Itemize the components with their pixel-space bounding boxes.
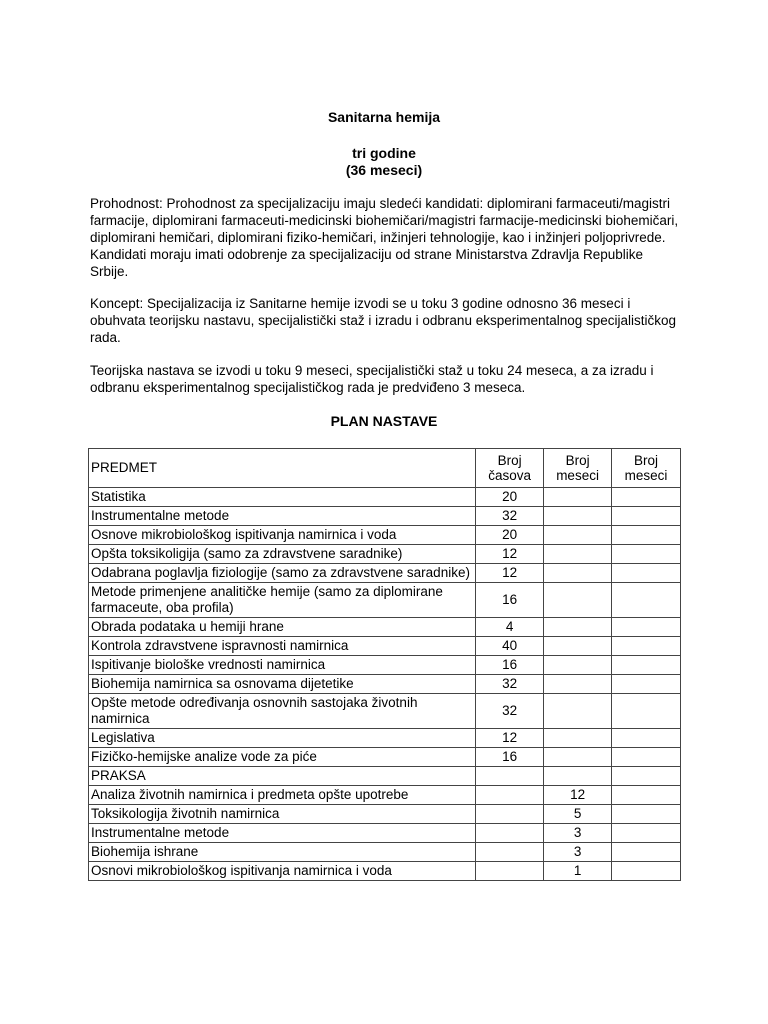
cell-broj-meseci bbox=[544, 767, 612, 786]
cell-subject: Biohemija namirnica sa osnovama dijetetike bbox=[89, 675, 476, 694]
table-row bbox=[89, 786, 681, 805]
cell-subject: Biohemija ishrane bbox=[89, 843, 476, 862]
header-line: meseci bbox=[556, 468, 599, 483]
table-row bbox=[89, 564, 681, 583]
teorijska-text: Teorijska nastava se izvodi u toku 9 meseci, specijalistički staž u toku 24 meseca, a za izradu i odbranu eksperimentalnog specijalističkog rada je predviđeno 3 meseca. bbox=[90, 363, 654, 395]
cell-broj-casova: 20 bbox=[476, 526, 544, 545]
header-line: Broj bbox=[565, 453, 590, 468]
cell-broj-meseci-2 bbox=[612, 729, 681, 748]
cell-broj-casova bbox=[476, 862, 544, 881]
prohodnost-paragraph bbox=[90, 195, 680, 280]
table-row bbox=[89, 583, 681, 618]
cell-subject: Toksikologija životnih namirnica bbox=[89, 805, 476, 824]
cell-broj-meseci-2 bbox=[612, 786, 681, 805]
table-row bbox=[89, 526, 681, 545]
cell-broj-meseci-2 bbox=[612, 545, 681, 564]
cell-broj-casova bbox=[476, 805, 544, 824]
table-row bbox=[89, 748, 681, 767]
table-row bbox=[89, 805, 681, 824]
cell-broj-meseci-2 bbox=[612, 805, 681, 824]
cell-broj-casova: 16 bbox=[476, 656, 544, 675]
cell-broj-meseci bbox=[544, 507, 612, 526]
cell-broj-casova: 16 bbox=[476, 748, 544, 767]
cell-broj-meseci bbox=[544, 694, 612, 729]
cell-subject: Legislativa bbox=[89, 729, 476, 748]
cell-broj-meseci-2 bbox=[612, 748, 681, 767]
cell-broj-meseci: 12 bbox=[544, 786, 612, 805]
cell-broj-meseci bbox=[544, 637, 612, 656]
cell-broj-meseci: 3 bbox=[544, 843, 612, 862]
cell-broj-meseci-2 bbox=[612, 637, 681, 656]
cell-subject: Opšta toksikoligija (samo za zdravstvene saradnike) bbox=[89, 545, 476, 564]
cell-subject: PRAKSA bbox=[89, 767, 476, 786]
plan-table bbox=[88, 448, 681, 881]
cell-subject: Osnovi mikrobiološkog ispitivanja namirnica i voda bbox=[89, 862, 476, 881]
cell-broj-meseci bbox=[544, 488, 612, 507]
plan-title: PLAN NASTAVE bbox=[330, 413, 438, 429]
cell-broj-casova: 12 bbox=[476, 564, 544, 583]
cell-broj-meseci-2 bbox=[612, 767, 681, 786]
teorijska-paragraph bbox=[90, 362, 680, 396]
cell-broj-meseci-2 bbox=[612, 618, 681, 637]
table-row bbox=[89, 656, 681, 675]
table-row bbox=[89, 675, 681, 694]
cell-broj-casova: 4 bbox=[476, 618, 544, 637]
cell-broj-meseci-2 bbox=[612, 694, 681, 729]
cell-broj-meseci bbox=[544, 526, 612, 545]
table-header-row bbox=[89, 449, 681, 488]
cell-broj-meseci-2 bbox=[612, 656, 681, 675]
header-line: Broj bbox=[497, 453, 522, 468]
prohodnost-text: Prohodnost: Prohodnost za specijalizaciju imaju sledeći kandidati: diplomirani farmaceuti/magistri farmacije, diplomirani farmaceuti-medicinski biohemičari/magistri farmacije-medicinski biohemičari, diplomirani hemičari, diplomirani fiziko-hemičari, inžinjeri tehnologije, kao i inžinjeri poljoprivrede. Kandidati moraju imati odobrenje za specijalizaciju od strane Ministarstva Zdravlja Republike Srbije. bbox=[90, 196, 679, 279]
cell-broj-meseci-2 bbox=[612, 583, 681, 618]
table-row bbox=[89, 862, 681, 881]
header-broj-meseci bbox=[544, 449, 612, 488]
document-title: Sanitarna hemija bbox=[327, 109, 441, 125]
cell-subject: Kontrola zdravstvene ispravnosti namirnica bbox=[89, 637, 476, 656]
table-row bbox=[89, 618, 681, 637]
cell-broj-meseci bbox=[544, 748, 612, 767]
cell-broj-meseci-2 bbox=[612, 843, 681, 862]
cell-broj-meseci-2 bbox=[612, 488, 681, 507]
cell-subject: Obrada podataka u hemiji hrane bbox=[89, 618, 476, 637]
cell-subject: Statistika bbox=[89, 488, 476, 507]
cell-subject: Fizičko-hemijske analize vode za piće bbox=[89, 748, 476, 767]
cell-broj-meseci-2 bbox=[612, 675, 681, 694]
cell-broj-meseci-2 bbox=[612, 824, 681, 843]
cell-broj-meseci bbox=[544, 618, 612, 637]
cell-broj-meseci bbox=[544, 545, 612, 564]
header-broj-meseci-2 bbox=[612, 449, 681, 488]
table-row bbox=[89, 637, 681, 656]
cell-broj-casova: 32 bbox=[476, 507, 544, 526]
header-line: Broj bbox=[634, 453, 659, 468]
cell-broj-meseci-2 bbox=[612, 862, 681, 881]
header-line: meseci bbox=[624, 468, 668, 483]
table-row bbox=[89, 843, 681, 862]
table-row bbox=[89, 694, 681, 729]
cell-broj-meseci-2 bbox=[612, 507, 681, 526]
header-predmet: PREDMET bbox=[89, 449, 476, 488]
table-row bbox=[89, 729, 681, 748]
cell-subject: Ispitivanje biološke vrednosti namirnica bbox=[89, 656, 476, 675]
header-line: časova bbox=[488, 468, 532, 483]
cell-broj-casova bbox=[476, 786, 544, 805]
cell-broj-meseci bbox=[544, 583, 612, 618]
cell-broj-casova: 32 bbox=[476, 675, 544, 694]
cell-subject: Analiza životnih namirnica i predmeta opšte upotrebe bbox=[89, 786, 476, 805]
cell-broj-meseci bbox=[544, 675, 612, 694]
cell-subject: Osnove mikrobiološkog ispitivanja namirnica i voda bbox=[89, 526, 476, 545]
cell-broj-meseci: 5 bbox=[544, 805, 612, 824]
cell-broj-meseci: 3 bbox=[544, 824, 612, 843]
koncept-paragraph bbox=[90, 295, 680, 346]
duration-years: tri godine bbox=[352, 145, 416, 161]
duration-months: (36 meseci) bbox=[345, 162, 423, 178]
cell-broj-meseci bbox=[544, 729, 612, 748]
cell-broj-meseci bbox=[544, 564, 612, 583]
table-row bbox=[89, 824, 681, 843]
header-broj-casova bbox=[476, 449, 544, 488]
cell-broj-casova: 32 bbox=[476, 694, 544, 729]
cell-broj-meseci-2 bbox=[612, 526, 681, 545]
cell-broj-casova bbox=[476, 843, 544, 862]
cell-broj-meseci-2 bbox=[612, 564, 681, 583]
table-row bbox=[89, 488, 681, 507]
cell-broj-casova bbox=[476, 824, 544, 843]
cell-broj-casova: 12 bbox=[476, 729, 544, 748]
table-row bbox=[89, 545, 681, 564]
cell-broj-casova: 40 bbox=[476, 637, 544, 656]
cell-subject: Instrumentalne metode bbox=[89, 507, 476, 526]
cell-subject: Instrumentalne metode bbox=[89, 824, 476, 843]
cell-broj-casova: 12 bbox=[476, 545, 544, 564]
table-row bbox=[89, 507, 681, 526]
cell-subject: Opšte metode određivanja osnovnih sastojaka životnih namirnica bbox=[89, 694, 476, 729]
cell-broj-casova: 16 bbox=[476, 583, 544, 618]
cell-broj-casova bbox=[476, 767, 544, 786]
table-row bbox=[89, 767, 681, 786]
cell-subject: Metode primenjene analitičke hemije (samo za diplomirane farmaceute, oba profila) bbox=[89, 583, 476, 618]
cell-subject: Odabrana poglavlja fiziologije (samo za zdravstvene saradnike) bbox=[89, 564, 476, 583]
cell-broj-casova: 20 bbox=[476, 488, 544, 507]
cell-broj-meseci bbox=[544, 656, 612, 675]
cell-broj-meseci: 1 bbox=[544, 862, 612, 881]
koncept-text: Koncept: Specijalizacija iz Sanitarne hemije izvodi se u toku 3 godine odnosno 36 meseci i obuhvata teorijsku nastavu, specijalistički staž i izradu i odbranu eksperimentalnog specijalističkog rada. bbox=[90, 296, 677, 345]
